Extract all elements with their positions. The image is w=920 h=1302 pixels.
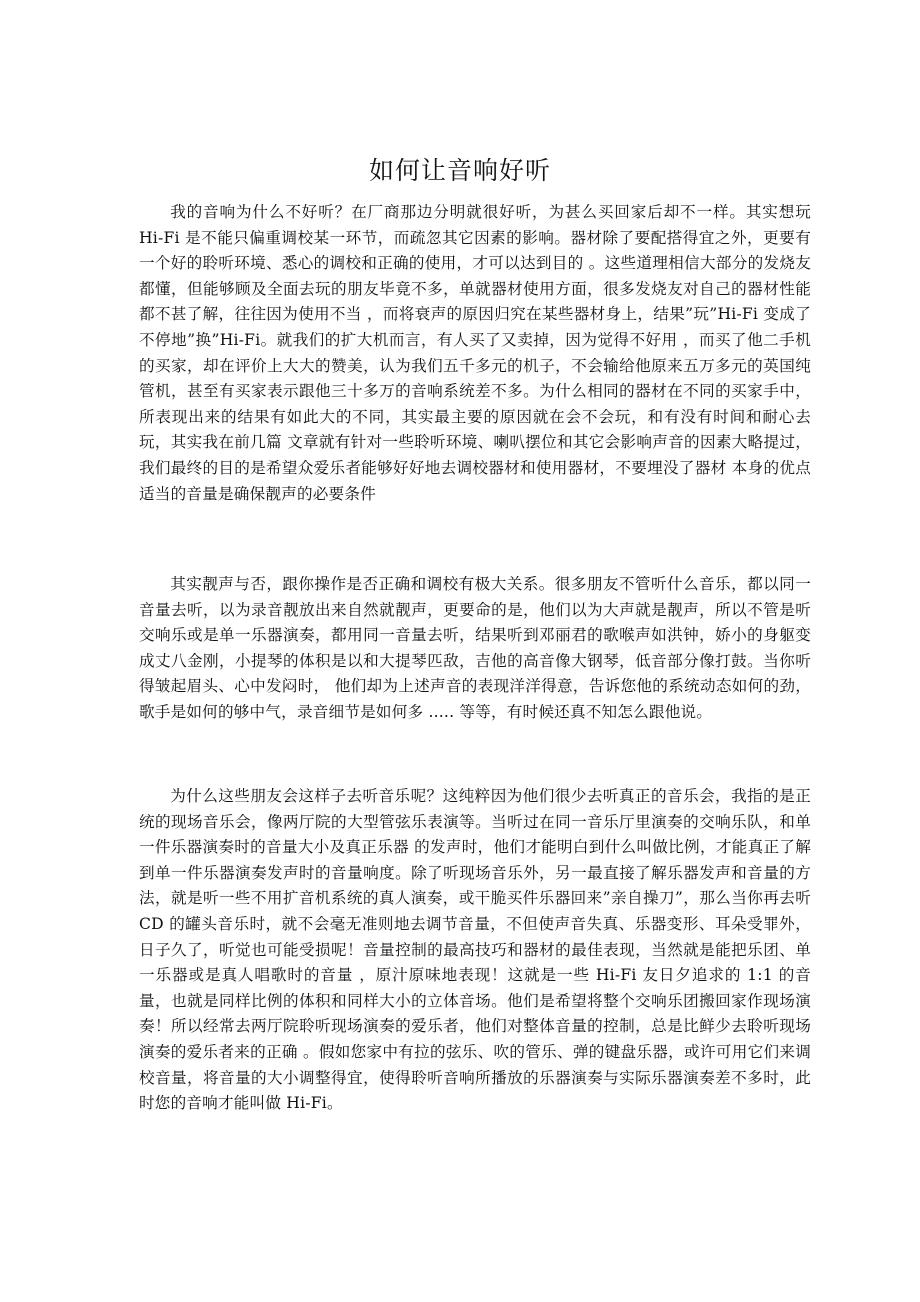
paragraph-3: 为什么这些朋友会这样子去听音乐呢？这纯粹因为他们很少去听真正的音乐会，我指的是正统的现场音乐会，像两厅院的大型管弦乐表演等。当听过在同一音乐厅里演奏的交响乐队，和单一件乐器演奏时的音量大小及真正乐器 的发声时，他们才能明白到什么叫做比例，才能真正了解到单一件乐器演奏发声时的音量响度。除了听现场音乐外，另一最直接了解乐器发声和音量的方法，就是听一些不用扩音机系统的真人演奏，或干脆买件乐器回来”亲自操刀”，那么当你再去听 CD 的罐头音乐时，就不会毫无准则地去调节音量，不但使声音失真、乐器变形、耳朵受罪外，日子久了，听觉也可能受损呢！音量控制的最高技巧和器材的最佳表现，当然就是能把乐团、单一乐器或是真人唱歌时的音量 ，原汁原味地表现！这就是一些 Hi-Fi 友日夕追求的 1:1 的音量，也就是同样比例的体积和同样大小的立体音场。他们是希望将整个交响乐团搬回家作现场演奏！所以经常去两厅院聆听现场演奏的爱乐者，他们对整体音量的控制，总是比鲜少去聆听现场演奏的爱乐者来的正确 。假如您家中有拉的弦乐、吹的管乐、弹的键盘乐器，或许可用它们来调校音量，将音量的大小调整得宜，使得聆听音响所播放的乐器演奏与实际乐器演奏差不多时，此时您的音响才能叫做 Hi-Fi。 [139, 787, 811, 1113]
paragraph-2: 其实靓声与否，跟你操作是否正确和调校有极大关系。很多朋友不管听什么音乐，都以同一音量去听，以为录音靓放出来自然就靓声，更要命的是，他们以为大声就是靓声，所以不管是听交响乐或是单一乐器演奏，都用同一音量去听，结果听到邓丽君的歌喉声如洪钟，娇小的身躯变成丈八金刚，小提琴的体积是以和大提琴匹敌，吉他的高音像大钢琴，低音部分像打鼓。当你听得皱起眉头、心中发闷时， 他们却为上述声音的表现洋洋得意，告诉您他的系统动态如何的劲，歌手是如何的够中气，录音细节是如何多 ..... 等等，有时候还真不知怎么跟他说。 [139, 575, 811, 721]
document-title: 如何让音响好听 [368, 156, 551, 185]
paragraph-1: 我的音响为什么不好听？在厂商那边分明就很好听，为甚么买回家后却不一样。其实想玩 Hi-Fi 是不能只偏重调校某一环节，而疏忽其它因素的影响。器材除了要配搭得宜之外，更要有一个好的聆听环境、悉心的调校和正确的使用，才可以达到目的 。这些道理相信大部分的发烧友都懂，但能够顾及全面去玩的朋友毕竟不多，单就器材使用方面，很多发烧友对自己的器材性能都不甚了解，往往因为使用不当 ，而将衰声的原因归究在某些器材身上，结果”玩”Hi-Fi 变成了不停地”换”Hi-Fi。就我们的扩大机而言，有人买了又卖掉，因为觉得不好用 ，而买了他二手机的买家，却在评价上大大的赞美，认为我们五千多元的机子，不会输给他原来五万多元的英国纯管机，甚至有买家表示跟他三十多万的音响系统差不多。为什么相同的器材在不同的买家手中，所表现出来的结果有如此大的不同，其实最主要的原因就在会不会玩，和有没有时间和耐心去玩，其实我在前几篇 文章就有针对一些聆听环境、喇叭摆位和其它会影响声音的因素大略提过，我们最终的目的是希望众爱乐者能够好好地去调校器材和使用器材，不要埋没了器材 本身的优点适当的音量是确保靓声的必要条件 [139, 203, 811, 503]
